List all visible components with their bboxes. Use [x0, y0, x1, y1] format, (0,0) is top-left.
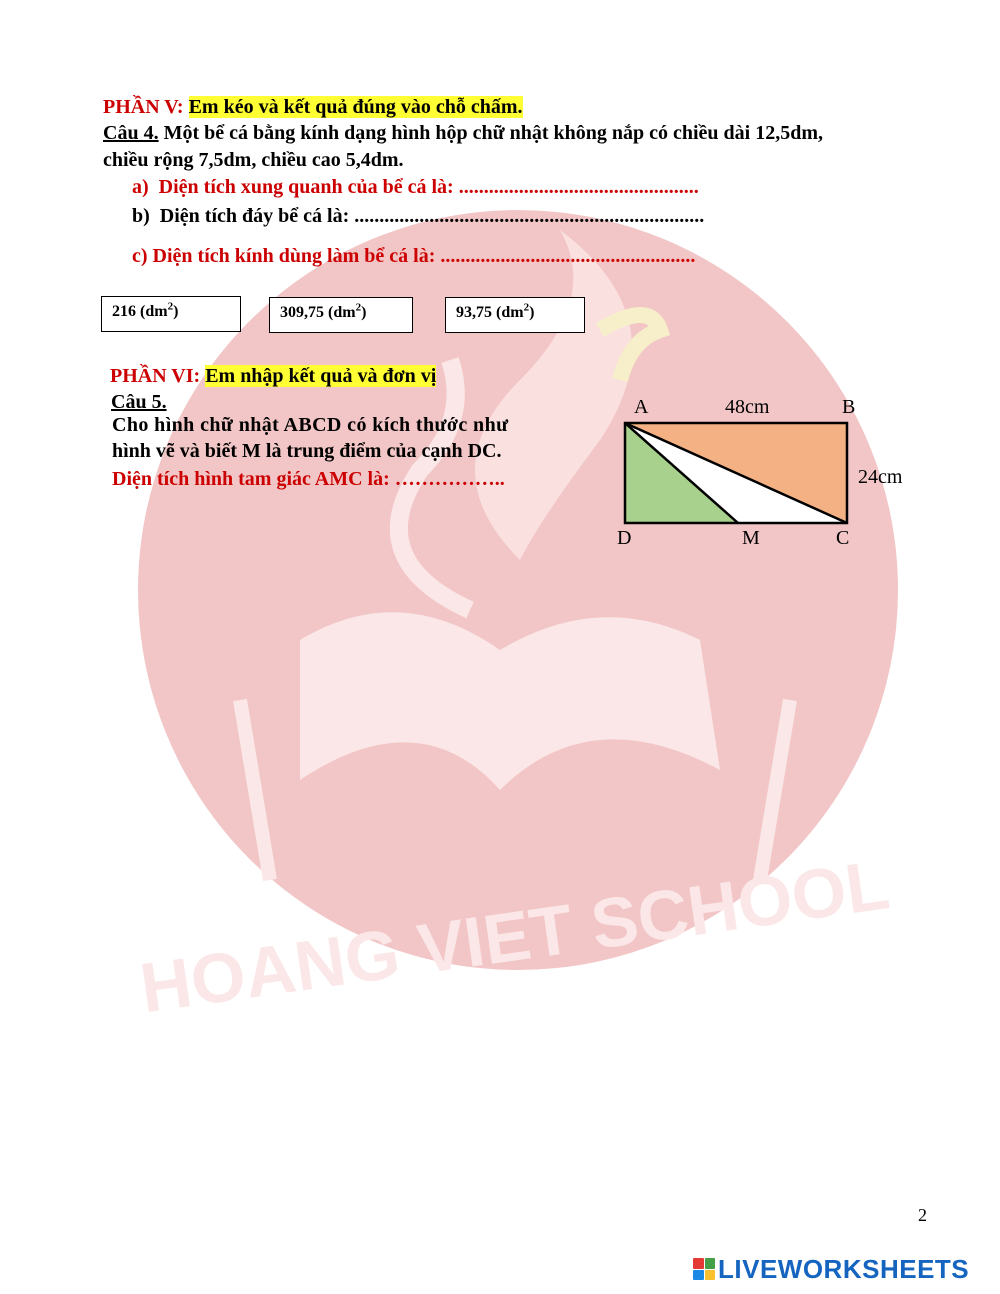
watermark-text: HOANG VIET SCHOOL: [135, 845, 894, 1028]
question4-line1: [103, 120, 823, 146]
question4-line2: chiều rộng 7,5dm, chiều cao 5,4dm.: [103, 149, 404, 171]
item-a-label: a): [132, 176, 149, 198]
part5-title: Em kéo và kết quả đúng vào chỗ chấm.: [188, 96, 523, 118]
answer-option-216[interactable]: [101, 296, 241, 332]
length-label: 48cm: [725, 396, 770, 418]
answer-close: ): [361, 304, 367, 321]
liveworksheets-brand-text: LIVEWORKSHEETS: [718, 1253, 970, 1284]
answer-option-309-75[interactable]: [269, 297, 413, 333]
vertex-d-label: D: [617, 527, 632, 549]
question4-item-c[interactable]: [132, 243, 695, 269]
answer-option-93-75[interactable]: [445, 297, 585, 333]
item-b-text: Diện tích đáy bể cá là: ......................................................................: [159, 205, 705, 227]
vertex-c-label: C: [836, 527, 850, 549]
part5-heading: [103, 94, 523, 120]
answer-exponent: 2: [167, 300, 174, 313]
part5-label: PHẦN V:: [103, 96, 184, 118]
width-label: 24cm: [858, 466, 903, 488]
question4-text: Một bể cá bằng kính dạng hình hộp chữ nhật không nắp có chiều dài 12,5dm,: [158, 122, 824, 144]
answer-close: ): [173, 303, 179, 320]
answer-close: ): [529, 304, 535, 321]
part6-label: PHẦN VI:: [110, 365, 201, 387]
vertex-m-label: M: [742, 527, 760, 549]
liveworksheets-logo-icon: [693, 1258, 715, 1280]
item-c-label: c): [132, 245, 148, 267]
vertex-a-label: A: [634, 396, 649, 418]
question4-label: Câu 4.: [103, 122, 159, 144]
question5-text-line1: Cho hình chữ nhật ABCD có kích thước như: [112, 414, 509, 436]
question5-text-line2: hình vẽ và biết M là trung điểm của cạnh DC.: [112, 440, 502, 462]
liveworksheets-brand: [693, 1254, 969, 1284]
question4-item-a[interactable]: [132, 174, 699, 200]
item-b-label: b): [132, 205, 150, 227]
question5-label: Câu 5.: [111, 391, 167, 413]
item-c-text: Diện tích kính dùng làm bể cá là: ...................................................: [152, 245, 696, 267]
answer-value: 216 (dm: [112, 303, 168, 320]
question5-answer-field[interactable]: Diện tích hình tam giác AMC là: ……………..: [112, 468, 505, 490]
answer-exponent: 2: [355, 301, 362, 314]
answer-exponent: 2: [523, 301, 530, 314]
answer-value: 309,75 (dm: [280, 304, 356, 321]
item-a-text: Diện tích xung quanh của bể cá là: ................................................: [158, 176, 699, 198]
vertex-b-label: B: [842, 396, 856, 418]
part6-heading: [110, 363, 436, 389]
question4-item-b[interactable]: [132, 203, 704, 229]
page-number: 2: [918, 1205, 927, 1225]
answer-value: 93,75 (dm: [456, 304, 524, 321]
part6-title: Em nhập kết quả và đơn vị: [205, 365, 437, 387]
